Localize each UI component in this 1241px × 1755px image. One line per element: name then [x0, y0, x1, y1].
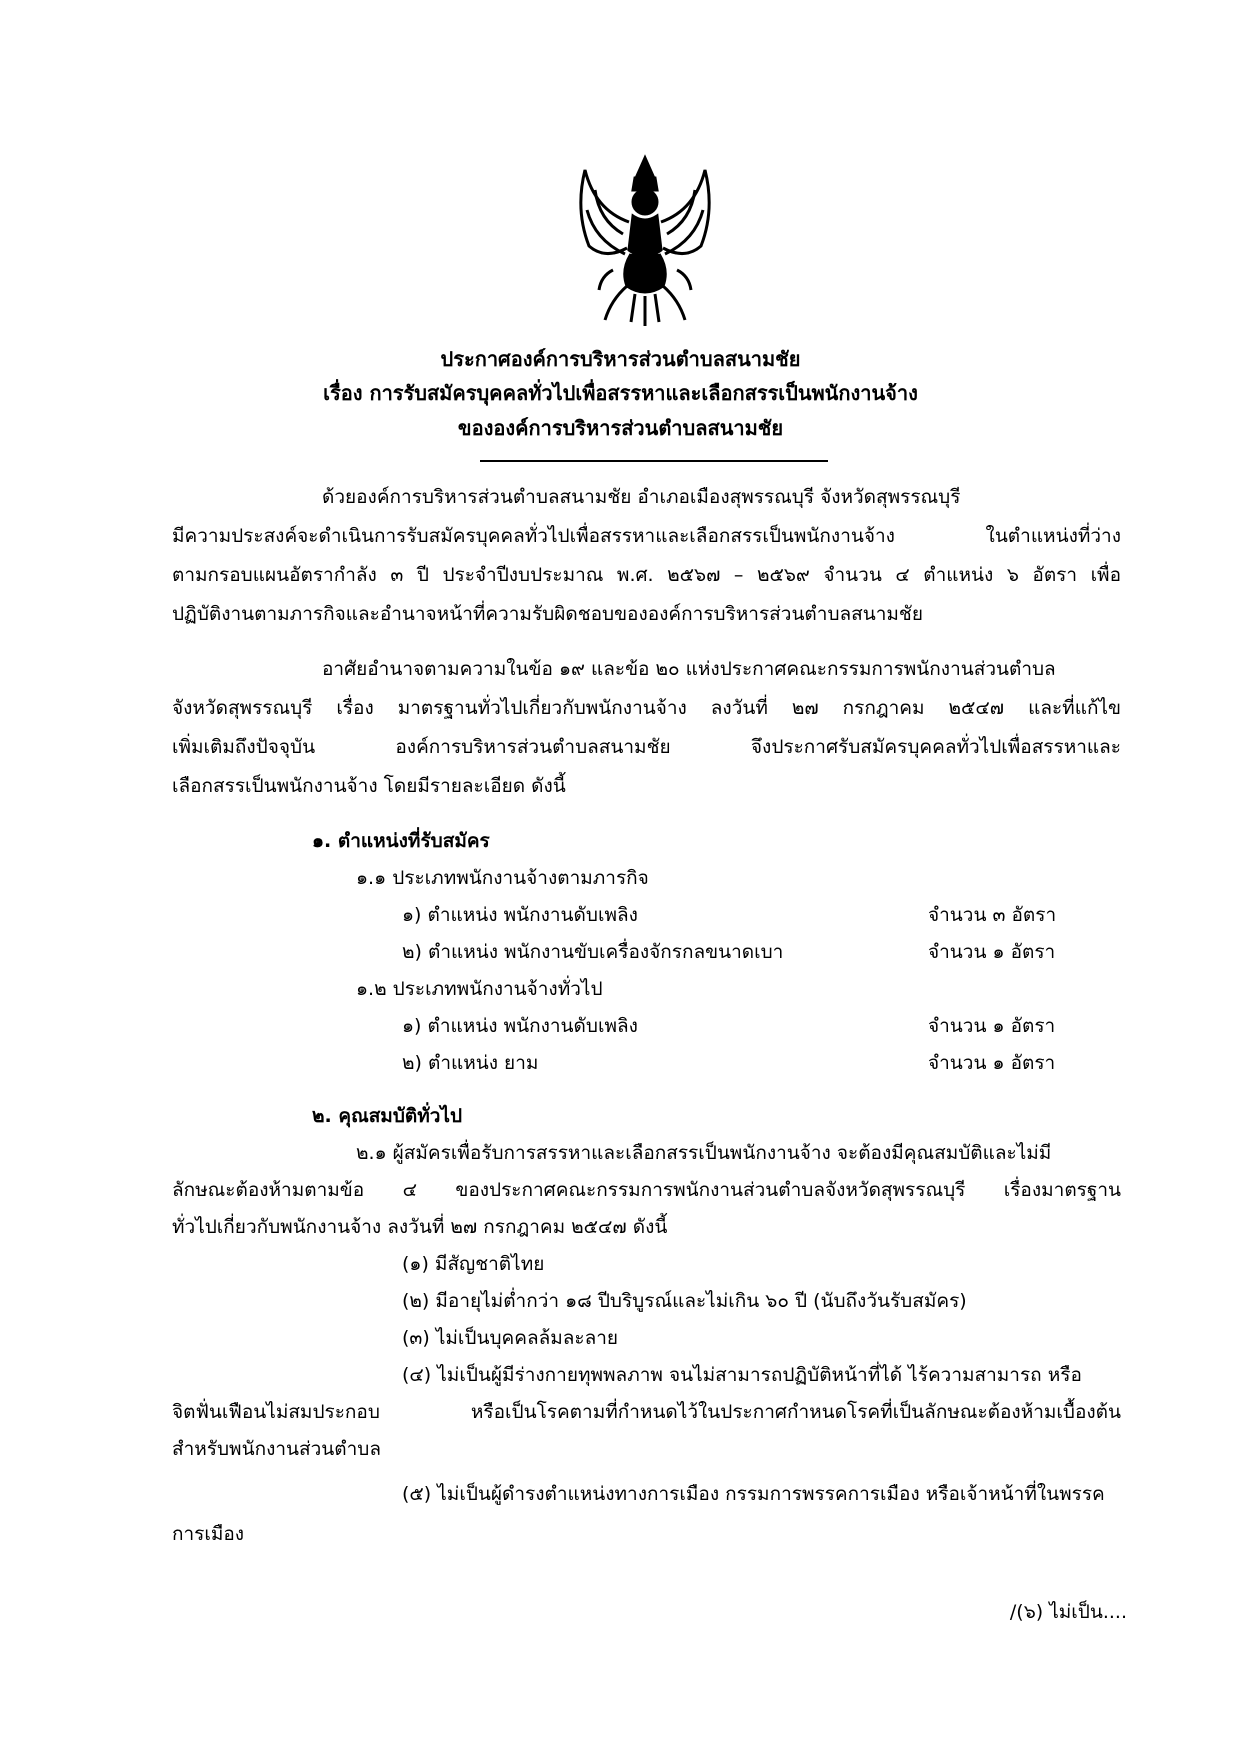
- section2-paragraph-line: ทั่วไปเกี่ยวกับพนักงานจ้าง ลงวันที่ ๒๗ กรกฎาคม ๒๕๔๗ ดังนี้: [172, 1216, 668, 1238]
- position-name: ๒) ตำแหน่ง พนักงานขับเครื่องจักรกลขนาดเบา: [402, 941, 784, 963]
- qualification-item: (๒) มีอายุไม่ต่ำกว่า ๑๘ ปีบริบูรณ์และไม่เกิน ๖๐ ปี (นับถึงวันรับสมัคร): [402, 1290, 967, 1312]
- qualification-item: (๔) ไม่เป็นผู้มีร่างกายทุพพลภาพ จนไม่สามารถปฏิบัติหน้าที่ได้ ไร้ความสามารถ หรือ: [402, 1364, 1082, 1386]
- intro-paragraph2-line: อาศัยอำนาจตามความในข้อ ๑๙ และข้อ ๒๐ แห่งประกาศคณะกรรมการพนักงานส่วนตำบล: [322, 658, 1056, 680]
- page-continuation-note: /(๖) ไม่เป็น....: [1009, 1601, 1127, 1623]
- announcement-subject: เรื่อง การรับสมัครบุคคลทั่วไปเพื่อสรรหาและเลือกสรรเป็นพนักงานจ้าง: [323, 381, 918, 405]
- position-group-label: ๑.๒ ประเภทพนักงานจ้างทั่วไป: [356, 978, 603, 1000]
- qualification-item-continued: การเมือง: [172, 1523, 245, 1545]
- position-name: ๒) ตำแหน่ง ยาม: [402, 1052, 539, 1074]
- qualification-item: (๕) ไม่เป็นผู้ดำรงตำแหน่งทางการเมือง กรรมการพรรคการเมือง หรือเจ้าหน้าที่ในพรรค: [402, 1483, 1105, 1505]
- position-name: ๑) ตำแหน่ง พนักงานดับเพลิง: [402, 1015, 638, 1037]
- qualification-item: (๑) มีสัญชาติไทย: [402, 1253, 545, 1275]
- intro-paragraph1-line: ด้วยองค์การบริหารส่วนตำบลสนามชัย อำเภอเมืองสุพรรณบุรี จังหวัดสุพรรณบุรี: [322, 486, 961, 508]
- position-name: ๑) ตำแหน่ง พนักงานดับเพลิง: [402, 904, 638, 926]
- garuda-emblem-icon: [565, 150, 725, 330]
- qualification-item: (๓) ไม่เป็นบุคคลล้มละลาย: [402, 1327, 619, 1349]
- section2-heading: ๒. คุณสมบัติทั่วไป: [312, 1105, 463, 1127]
- qualification-item-continued: สำหรับพนักงานส่วนตำบล: [172, 1438, 381, 1460]
- position-quantity: จำนวน ๑ อัตรา: [928, 941, 1056, 963]
- position-quantity: จำนวน ๑ อัตรา: [928, 1052, 1056, 1074]
- section2-paragraph-line: ลักษณะต้องห้ามตามข้อ ๔ ของประกาศคณะกรรมการพนักงานส่วนตำบลจังหวัดสุพรรณบุรี เรื่องมาตรฐาน: [172, 1179, 1121, 1201]
- intro-paragraph2-line: จังหวัดสุพรรณบุรี เรื่อง มาตรฐานทั่วไปเกี่ยวกับพนักงานจ้าง ลงวันที่ ๒๗ กรกฎาคม ๒๕๔๗ และที่แก้ไข: [172, 697, 1121, 719]
- announcement-title: ประกาศองค์การบริหารส่วนตำบลสนามชัย: [440, 347, 801, 371]
- intro-paragraph1-line: ตามกรอบแผนอัตรากำลัง ๓ ปี ประจำปีงบประมาณ พ.ศ. ๒๕๖๗ – ๒๕๖๙ จำนวน ๔ ตำแหน่ง ๖ อัตรา เพื่อ: [172, 564, 1121, 586]
- position-quantity: จำนวน ๑ อัตรา: [928, 1015, 1056, 1037]
- section1-heading: ๑. ตำแหน่งที่รับสมัคร: [312, 830, 490, 852]
- position-group-label: ๑.๑ ประเภทพนักงานจ้างตามภารกิจ: [356, 867, 649, 889]
- title-divider: [480, 460, 828, 462]
- intro-paragraph1-line: มีความประสงค์จะดำเนินการรับสมัครบุคคลทั่วไปเพื่อสรรหาและเลือกสรรเป็นพนักงานจ้าง ในตำแหน่งที่ว่าง: [172, 525, 1121, 547]
- intro-paragraph2-line: เลือกสรรเป็นพนักงานจ้าง โดยมีรายละเอียด ดังนี้: [172, 775, 566, 797]
- position-quantity: จำนวน ๓ อัตรา: [928, 904, 1057, 926]
- announcement-issuer: ขององค์การบริหารส่วนตำบลสนามชัย: [457, 416, 784, 440]
- qualification-item-continued: จิตฟั่นเฟือนไม่สมประกอบ หรือเป็นโรคตามที่กำหนดไว้ในประกาศกำหนดโรคที่เป็นลักษณะต้องห้ามเบื้องต้น: [172, 1401, 1121, 1423]
- intro-paragraph2-line: เพิ่มเติมถึงปัจจุบัน องค์การบริหารส่วนตำบลสนามชัย จึงประกาศรับสมัครบุคคลทั่วไปเพื่อสรรหาและ: [172, 736, 1121, 758]
- section2-paragraph-line: ๒.๑ ผู้สมัครเพื่อรับการสรรหาและเลือกสรรเป็นพนักงานจ้าง จะต้องมีคุณสมบัติและไม่มี: [356, 1142, 1052, 1164]
- intro-paragraph1-line: ปฏิบัติงานตามภารกิจและอำนาจหน้าที่ความรับผิดชอบขององค์การบริหารส่วนตำบลสนามชัย: [172, 603, 923, 625]
